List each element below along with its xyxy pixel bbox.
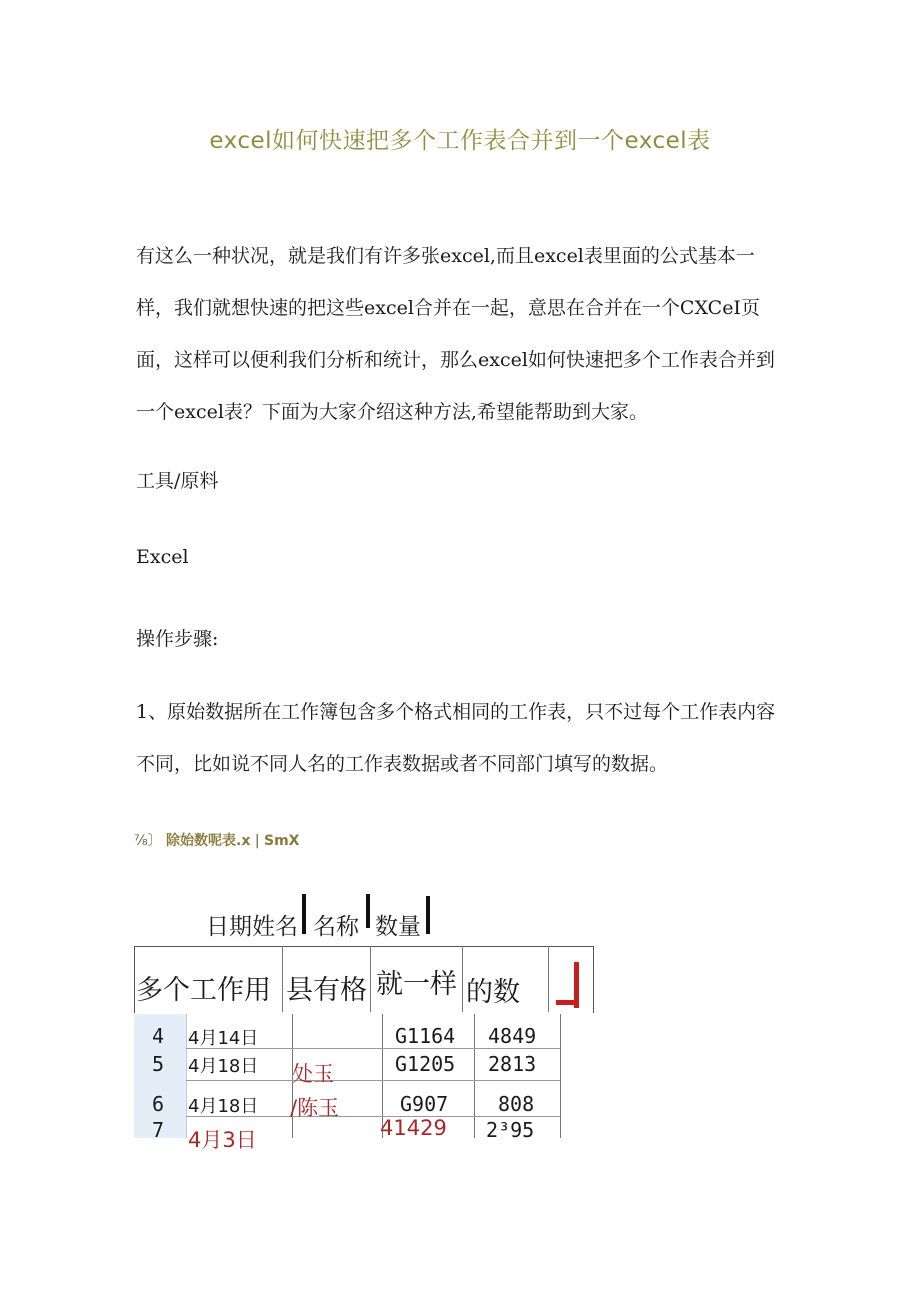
column-divider	[282, 946, 283, 1012]
overlay-cell: 县有格	[286, 975, 367, 1006]
header-product: 名称	[313, 914, 359, 940]
date-cell: 4月3日	[188, 1128, 257, 1152]
quantity-cell: 4849	[488, 1024, 537, 1048]
caption-suffix: SmX	[264, 833, 300, 849]
name-cell: /陈玉	[290, 1096, 340, 1120]
header-divider	[366, 894, 370, 928]
page-title: excel如何快速把多个工作表合并到一个excel表	[209, 128, 711, 154]
caption-prefix: ⁷⁄₈〕	[134, 833, 162, 849]
overlay-cell: 多个工作用	[136, 975, 271, 1006]
code-cell: G907	[400, 1092, 449, 1116]
intro-paragraph: 有这么一种状况，就是我们有许多张excel,而且excel表里面的公式基本一样，我们就想快速的把这些excel合并在一起，意思在合并在一个CXCeI页面，这样可以便利我们分析和统计，那么excel如何快速把多个工作表合并到一个excel表？下面为大家介绍这种方法,希望能帮助到大家。	[136, 245, 775, 423]
step-1-text: 1、原始数据所在工作簿包含多个格式相同的工作表，只不过每个工作表内容不同，比如说不同人名的工作表数据或者不同部门填写的数据。	[136, 701, 776, 775]
caption-file: 除始数呢表.x	[166, 833, 251, 849]
name-cell: 处玉	[292, 1062, 334, 1086]
date-cell: 4月14日	[188, 1028, 259, 1049]
tools-heading: 工具/原料	[136, 470, 219, 492]
date-cell: 4月18日	[188, 1096, 259, 1117]
cropped-row	[134, 1116, 574, 1152]
row-number: 5	[152, 1052, 165, 1076]
row-number: 4	[152, 1024, 165, 1048]
overlay-cell: 的数	[466, 977, 520, 1008]
tool-name: Excel	[136, 546, 189, 568]
row-number: 7	[152, 1118, 165, 1142]
figure-caption	[134, 830, 299, 850]
quantity-cell: 2³95	[486, 1118, 535, 1142]
column-divider	[370, 946, 371, 1012]
header-divider	[302, 894, 306, 934]
date-cell: 4月18日	[188, 1056, 259, 1077]
overlay-cell: 就一样	[376, 969, 457, 1000]
quantity-cell: 808	[498, 1092, 535, 1116]
column-divider	[548, 946, 549, 1012]
row-divider	[186, 1080, 560, 1081]
quantity-cell: 2813	[488, 1052, 537, 1076]
header-date-name: 日期姓名	[206, 914, 298, 940]
code-cell: 41429	[380, 1116, 447, 1140]
red-marker	[556, 1000, 576, 1005]
code-cell: G1205	[395, 1052, 456, 1076]
steps-heading: 操作步骤:	[136, 628, 219, 650]
code-cell: G1164	[395, 1024, 456, 1048]
column-divider	[462, 946, 463, 1012]
caption-separator: |	[254, 833, 260, 849]
header-quantity: 数量	[375, 914, 421, 940]
row-number: 6	[152, 1092, 165, 1116]
header-divider	[426, 896, 430, 934]
